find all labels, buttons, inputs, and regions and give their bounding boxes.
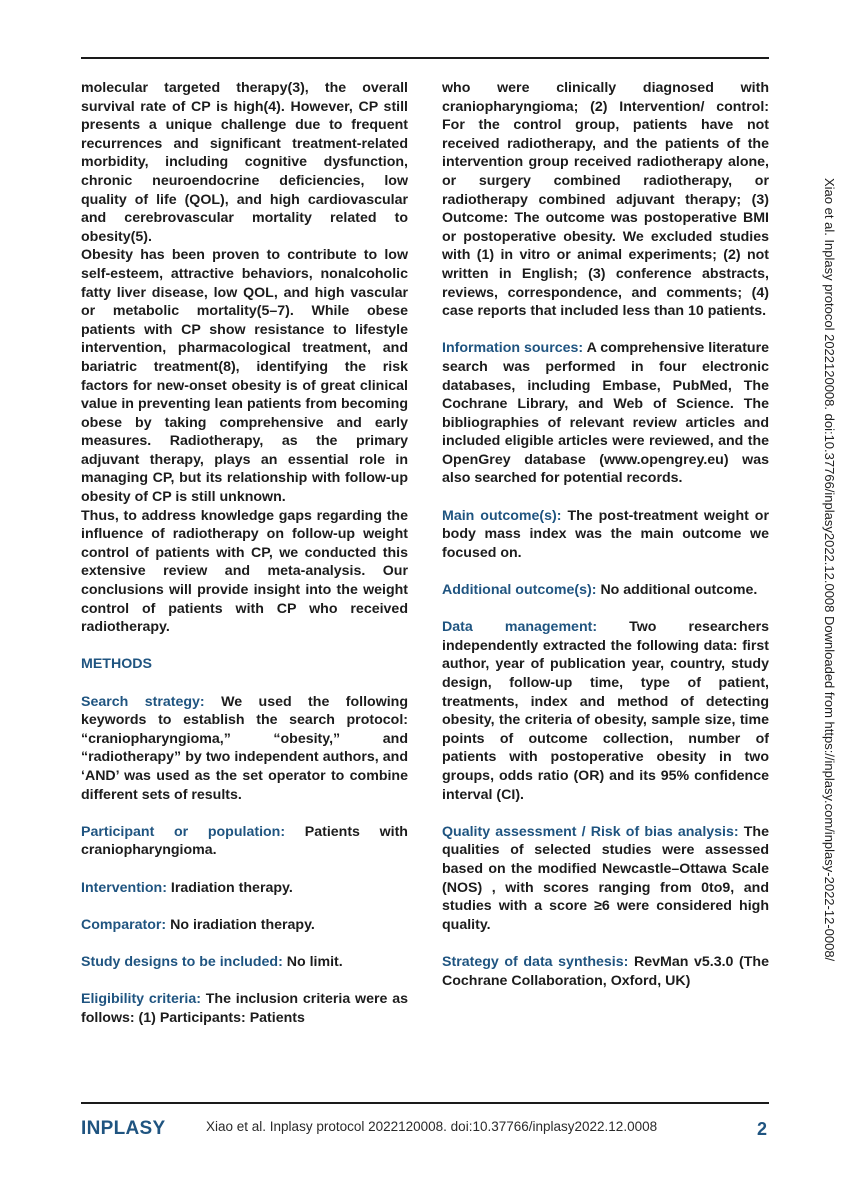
- intervention-text: Iradiation therapy.: [170, 879, 293, 896]
- data-synthesis-text: RevMan v5.3.0 (The Cochrane Collaboration, Oxford, UK): [442, 953, 769, 989]
- bottom-rule: [81, 1102, 769, 1104]
- methods-heading: METHODS: [81, 656, 152, 673]
- main-outcome-label: Main outcome(s):: [442, 507, 562, 524]
- participant-section: [81, 823, 408, 860]
- intervention-label: Intervention:: [81, 879, 167, 896]
- intro-paragraph-2: Obesity has been proven to contribute to low self-esteem, attractive behaviors, nonalcoholic fatty liver disease, low QOL, and high vascular or metabolic mortality(5–7). While obese patients with CP show resistance to lifestyle intervention, pharmacological treatment, and bariatric treatment(8), identifying the risk factors for new-onset obesity is of great clinical value in preventing lean patients from becoming obese by taking comprehensive and early measures. Radiotherapy, as the primary adjuvant therapy, plays an essential role in managing CP, but its relationship with follow-up obesity of CP is still unknown.: [81, 247, 408, 506]
- additional-outcome-section: [442, 581, 769, 600]
- main-outcome-section: [442, 507, 769, 563]
- quality-assessment-label: Quality assessment / Risk of bias analysis:: [442, 823, 739, 840]
- information-sources-section: [442, 339, 769, 488]
- intervention-section: [81, 879, 408, 898]
- information-sources-label: Information sources:: [442, 340, 584, 357]
- download-sidebar-text: Xiao et al. Inplasy protocol 2022120008. doi:10.37766/inplasy2022.12.0008 Downloaded from https://inplasy.com/inplasy-2022-12-0008/: [822, 178, 837, 962]
- main-outcome-text: The post-treatment weight or body mass index was the main outcome we focused on.: [442, 507, 769, 561]
- eligibility-section: [81, 990, 408, 1027]
- search-strategy-text: We used the following keywords to establish the search protocol: “craniopharyngioma,” “obesity,” and “radiotherapy” by two independent authors, and ‘AND’ was used as the set operator to combine different sets of results.: [81, 693, 409, 803]
- quality-assessment-section: [442, 823, 769, 935]
- comparator-label: Comparator:: [81, 916, 167, 933]
- page-number: 2: [757, 1119, 768, 1139]
- additional-outcome-label: Additional outcome(s):: [442, 582, 597, 599]
- footer-citation: Xiao et al. Inplasy protocol 2022120008. doi:10.37766/inplasy2022.12.0008: [206, 1119, 658, 1134]
- eligibility-text: The inclusion criteria were as follows: (1) Participants: Patients: [81, 991, 408, 1026]
- data-synthesis-section: [442, 953, 769, 990]
- data-management-text: Two researchers independently extracted the following data: first author, year of publication year, country, study design, follow-up time, type of patient, treatments, index and method of detecting obesity, the criteria of obesity, sample size, time points of outcome collection, number of patients with postoperative obesity in two groups, odds ratio (OR) and its 95% confidence interval (CI).: [442, 619, 770, 803]
- left-column: [81, 79, 408, 1027]
- study-designs-text: No limit.: [286, 953, 343, 970]
- eligibility-continued: who were clinically diagnosed with craniopharyngioma; (2) Intervention/ control: For the control group, patients have not received radiotherapy, and the patients of the intervention group received radiotherapy alone, or surgery combined radiotherapy, or radiotherapy combined adjuvant therapy; (3) Outcome: The outcome was postoperative BMI or postoperative obesity. We excluded studies with (1) in vitro or animal experiments; (2) not written in English; (3) conference abstracts, reviews, correspondence, and comments; (4) case reports that included less than 10 patients.: [442, 80, 769, 320]
- top-rule: [81, 57, 769, 59]
- additional-outcome-text: No additional outcome.: [600, 582, 758, 599]
- search-strategy-section: [81, 693, 408, 805]
- information-sources-text: A comprehensive literature search was performed in four electronic databases, including Embase, PubMed, The Cochrane Library, and Web of Science. The bibliographies of relevant review articles and included eligible articles were reviewed, and the OpenGrey database (www.opengrey.eu) was also searched for potential records.: [442, 340, 769, 487]
- right-column: [442, 79, 769, 990]
- data-management-label: Data management:: [442, 619, 598, 636]
- study-designs-label: Study designs to be included:: [81, 953, 283, 970]
- participant-label: Participant or population:: [81, 823, 286, 840]
- data-management-section: [442, 618, 769, 804]
- study-designs-section: [81, 953, 408, 972]
- participant-text: Patients with craniopharyngioma.: [81, 823, 408, 859]
- eligibility-label: Eligibility criteria:: [81, 991, 201, 1008]
- comparator-section: [81, 916, 408, 935]
- intro-paragraph-3: Thus, to address knowledge gaps regarding the influence of radiotherapy on follow-up weight control of patients with CP, we conducted this extensive review and meta-analysis. Our conclusions will provide insight into the weight control of patients with CP who received radiotherapy.: [81, 507, 408, 636]
- quality-assessment-text: The qualities of selected studies were assessed based on the modified Newcastle–Ottawa Scale (NOS) , with scores ranging from 0to9, and studies with a score ≥6 were considered high quality.: [442, 823, 769, 933]
- footer-brand-logo: INPLASY: [81, 1118, 166, 1139]
- data-synthesis-label: Strategy of data synthesis:: [442, 953, 629, 970]
- search-strategy-label: Search strategy:: [81, 693, 205, 710]
- comparator-text: No iradiation therapy.: [170, 916, 315, 933]
- intro-paragraph-1: molecular targeted therapy(3), the overall survival rate of CP is high(4). However, CP still presents a unique challenge due to frequent recurrences and significant treatment-related morbidity, including cognitive dysfunction, chronic neuroendocrine deficiencies, low quality of life (QOL), and high cardiovascular and cerebrovascular mortality related to obesity(5).: [81, 80, 408, 245]
